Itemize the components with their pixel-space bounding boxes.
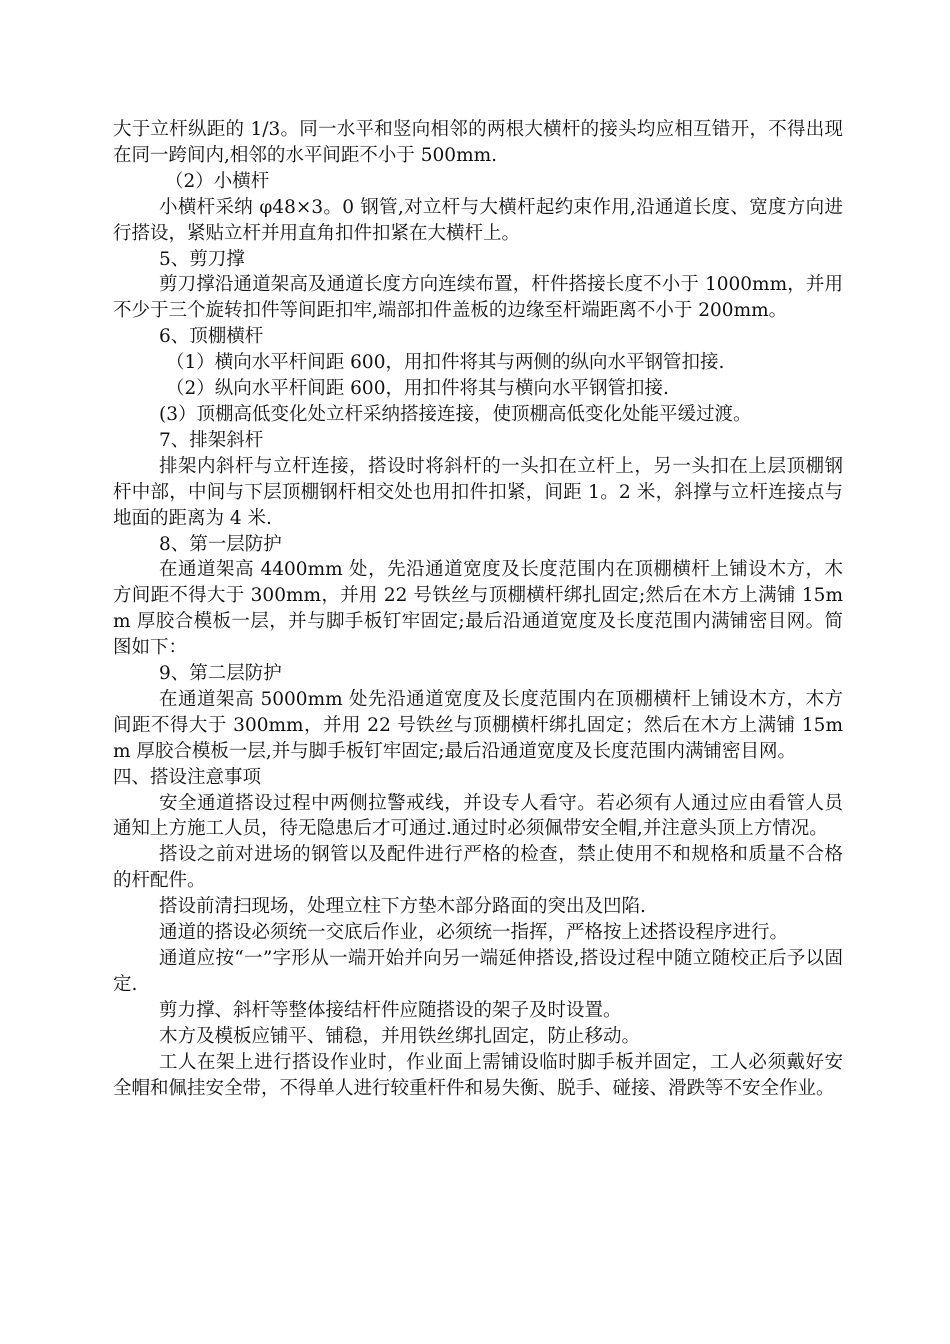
- paragraph-precaution-6: 剪力撑、斜杆等整体接结杆件应随搭设的架子及时设置。: [159, 999, 622, 1021]
- paragraph-ceiling-item-2: （2）纵向水平杆间距 600，用扣件将其与横向水平钢管扣接.: [166, 378, 669, 400]
- paragraph-crossbar-joints: 大于立杆纵距的 1/3。同一水平和竖向相邻的两根大横杆的接头均应相互错开，不得出现在同一跨间内,相邻的水平间距不小于 500mm.: [113, 119, 843, 166]
- paragraph-ceiling-item-1: （1）横向水平杆间距 600，用扣件将其与两侧的纵向水平钢管扣接.: [166, 352, 725, 374]
- paragraph-precaution-5: 通道应按“一”字形从一端开始并向另一端延伸搭设,搭设过程中随立随校正后予以固定.: [113, 948, 843, 995]
- paragraph-precaution-4: 通道的搭设必须统一交底后作业，必须统一指挥，严格按上述搭设程序进行。: [159, 922, 789, 944]
- paragraph-diagonal-bar: 排架内斜杆与立杆连接，搭设时将斜杆的一头扣在立杆上，另一头扣在上层顶棚钢杆中部，中间与下层顶棚钢杆相交处也用扣件扣紧，间距 1。2 米，斜撑与立杆连接点与地面的距离为 4 米.: [113, 455, 843, 529]
- heading-second-layer-protection: 9、第二层防护: [159, 663, 282, 685]
- heading-diagonal-bar: 7、排架斜杆: [159, 429, 264, 451]
- paragraph-ceiling-item-3: (3）顶棚高低变化处立杆采纳搭接连接，使顶棚高低变化处能平缓过渡。: [159, 403, 752, 425]
- heading-small-crossbar: （2）小横杆: [165, 170, 270, 192]
- paragraph-scissor-brace: 剪刀撑沿通道架高及通道长度方向连续布置，杆件搭接长度不小于 1000mm，并用不少于三个旋转扣件等间距扣牢,端部扣件盖板的边缘至杆端距离不小于 200mm。: [113, 274, 843, 322]
- heading-ceiling-crossbar: 6、顶棚横杆: [159, 326, 264, 348]
- paragraph-precaution-1: 安全通道搭设过程中两侧拉警戒线，并设专人看守。若必须有人通过应由看管人员通知上方施工人员，待无隐患后才可通过.通过时必须佩带安全帽,并注意头顶上方情况。: [113, 792, 843, 840]
- paragraph-precaution-7: 木方及模板应铺平、铺稳，并用铁丝绑扎固定，防止移动。: [159, 1025, 641, 1047]
- paragraph-precaution-8: 工人在架上进行搭设作业时，作业面上需铺设临时脚手板并固定，工人必须戴好安全帽和佩挂安全带，不得单人进行较重杆件和易失衡、脱手、碰接、滑跌等不安全作业。: [113, 1051, 843, 1099]
- paragraph-precaution-2: 搭设之前对进场的钢管以及配件进行严格的检查，禁止使用不和规格和质量不合格的杆配件。: [113, 844, 843, 892]
- heading-scissor-brace: 5、剪刀撑: [159, 248, 245, 270]
- document-page: [113, 117, 843, 1101]
- heading-first-layer-protection: 8、第一层防护: [159, 533, 282, 555]
- paragraph-second-layer-protection: 在通道架高 5000mm 处先沿通道宽度及长度范围内在顶棚横杆上铺设木方，木方间距不得大于 300mm，并用 22 号铁丝与顶棚横杆绑扎固定；然后在木方上满铺 15mm 厚胶合模板一层,并与脚手板钉牢固定;最后沿通道宽度及长度范围内满铺密目网。: [113, 688, 843, 762]
- paragraph-first-layer-protection: 在通道架高 4400mm 处，先沿通道宽度及长度范围内在顶棚横杆上铺设木方，木方间距不得大于 300mm，并用 22 号铁丝与顶棚横杆绑扎固定;然后在木方上满铺 15mm 厚胶合模板一层，并与脚手板钉牢固定;最后沿通道宽度及长度范围内满铺密目网。简图如下：: [113, 559, 843, 659]
- heading-precautions: 四、搭设注意事项: [113, 766, 262, 788]
- paragraph-precaution-3: 搭设前清扫现场，处理立柱下方垫木部分路面的突出及凹陷.: [159, 896, 646, 918]
- paragraph-small-crossbar: 小横杆采纳 φ48×3。0 钢管,对立杆与大横杆起约束作用,沿通道长度、宽度方向进行搭设，紧贴立杆并用直角扣件扣紧在大横杆上。: [113, 196, 843, 244]
